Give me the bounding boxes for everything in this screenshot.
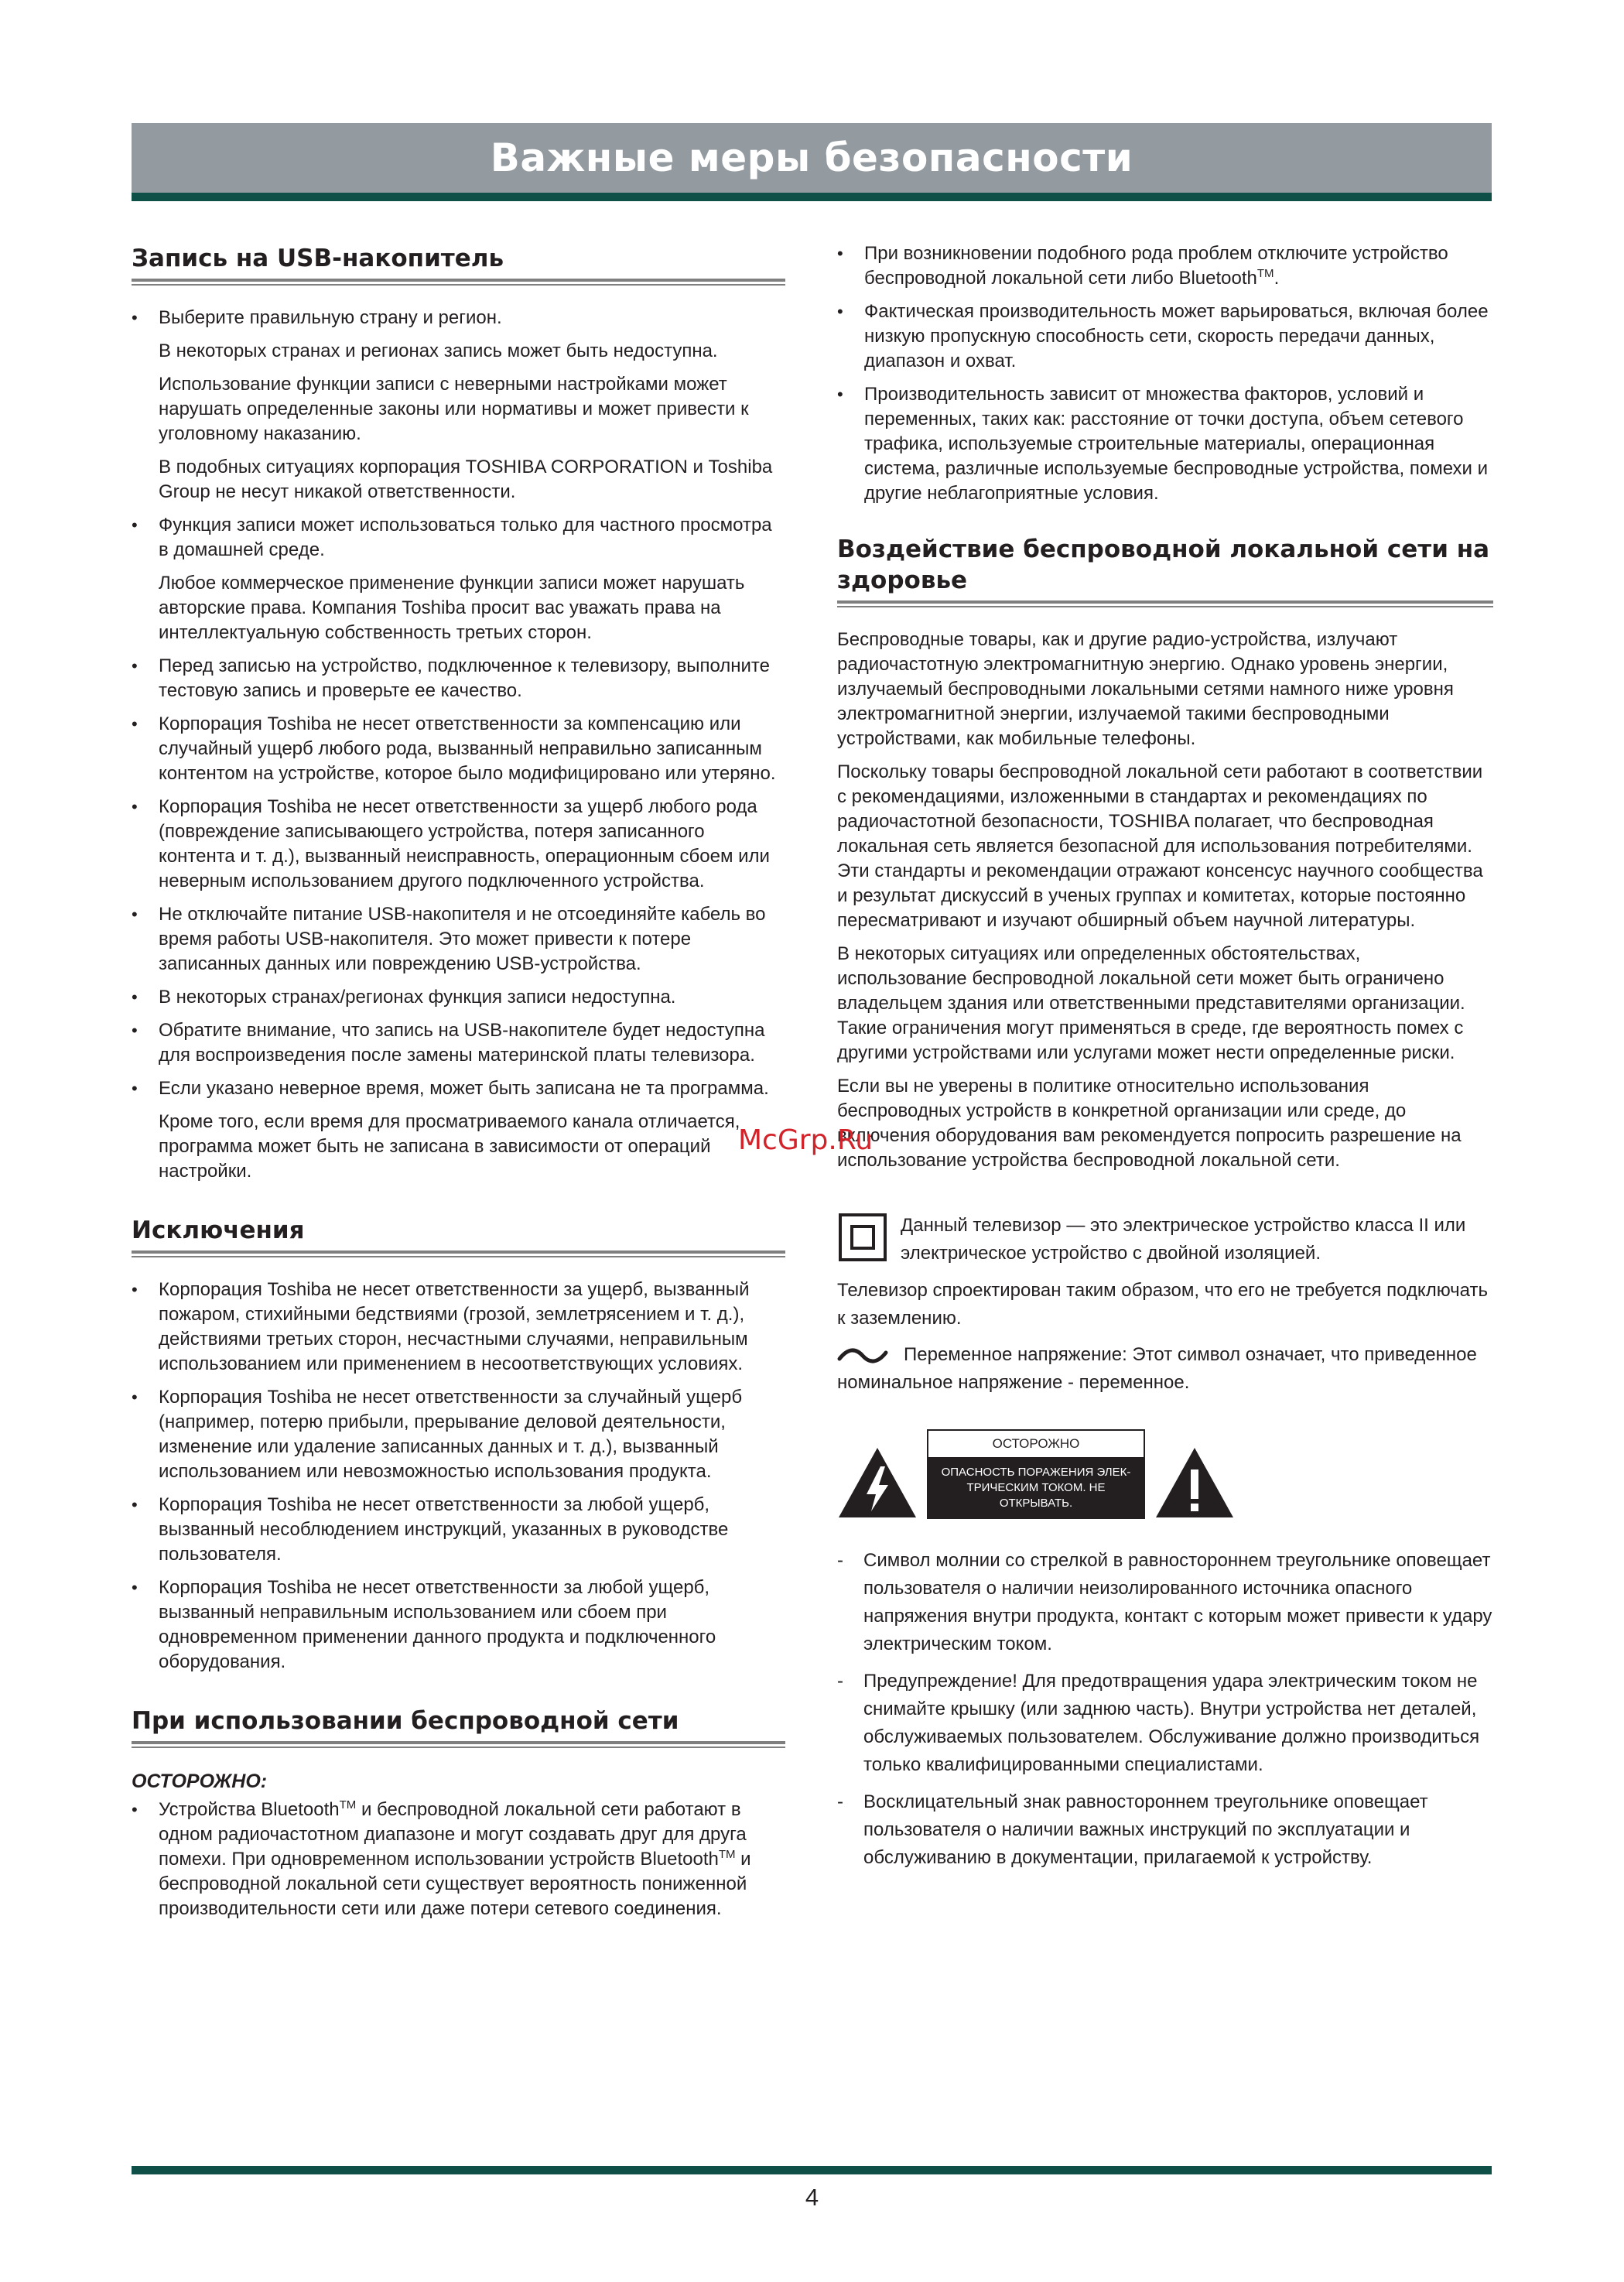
section-title-wireless: При использовании беспроводной сети (132, 1707, 679, 1735)
list-item: • Корпорация Toshiba не несет ответственности за ущерб, вызванный пожаром, стихийными бедствиями (грозой, землетрясением и т. д.), действиями третьих сторон, несчастными случаями, неправильным использованием или применением в несоответствующих условиях. (132, 1278, 785, 1377)
ac-voltage-icon (837, 1346, 888, 1365)
shock-warning-graphic (837, 1429, 1493, 1519)
list-item: • В некоторых странах/регионах функция записи недоступна. (132, 985, 785, 1010)
section-rule (132, 1250, 785, 1257)
list-item: • Корпорация Toshiba не несет ответственности за ущерб любого рода (повреждение записывающего устройства, потеря записанного контента и т. д.), вызванный неисправность, операционным сбоем или неверным использованием другого подключенного устройства. (132, 795, 785, 894)
footer-stripe (132, 2166, 1492, 2174)
wireless-list (132, 1798, 785, 1921)
page-number: 4 (805, 2184, 819, 2211)
list-item-note: Использование функции записи с неверными настройками может нарушать определенные законы или нормативы и может привести к уголовному наказанию. (159, 374, 749, 444)
banner-stripe (132, 193, 1492, 201)
paragraph: Беспроводные товары, как и другие радио-устройства, излучают радиочастотную электромагнитную энергию. Однако уровень энергии, излучаемый беспроводными локальными сетями намного ниже уровня электромагнитной энергии, излучаемой такими беспроводными устройствами, как мобильные телефоны. (837, 629, 1454, 749)
section-title-health: Воздействие беспроводной локальной сети на здоровье (837, 535, 1490, 594)
list-item-note: В подобных ситуациях корпорация TOSHIBA CORPORATION и Toshiba Group не несут никакой ответственности. (159, 457, 773, 502)
list-item-note: В некоторых странах и регионах запись может быть недоступна. (159, 340, 718, 361)
list-item: • Перед записью на устройство, подключенное к телевизору, выполните тестовую запись и проверьте ее качество. (132, 654, 785, 703)
list-item: • Если указано неверное время, может быть записана не та программа. Кроме того, если время для просматриваемого канала отличается, программа может быть не записана в зависимости от операций настройки. (132, 1076, 785, 1184)
list-item: • Функция записи может использоваться только для частного просмотра в домашней среде. Любое коммерческое применение функции записи может нарушать авторские права. Компания Toshiba просит вас уважать права на интеллектуальную собственность третьих сторон. (132, 513, 785, 645)
double-insulation-icon (839, 1213, 887, 1261)
list-item-note: Кроме того, если время для просматриваемого канала отличается, программа может быть не записана в зависимости от операций настройки. (159, 1111, 740, 1182)
list-item-note: Любое коммерческое применение функции записи может нарушать авторские права. Компания Toshiba просит вас уважать права на интеллектуальную собственность третьих сторон. (159, 573, 745, 643)
caution-label-title: ОСТОРОЖНО (928, 1431, 1144, 1459)
section-usb-recording (132, 243, 785, 1184)
health-paragraphs (837, 628, 1493, 1173)
right-column (837, 241, 1493, 1881)
left-column (132, 224, 785, 1952)
watermark: McGrp.Ru (738, 1124, 874, 1156)
exclusions-list (132, 1278, 785, 1675)
list-item: • Корпорация Toshiba не несет ответственности за любой ущерб, вызванный неправильным использованием или сбоем при одновременном применении данного продукта и подключенного оборудования. (132, 1576, 785, 1675)
caution-label-body: ОПАСНОСТЬ ПОРАЖЕНИЯ ЭЛЕК-ТРИЧЕСКИМ ТОКОМ. НЕ ОТКРЫВАТЬ. (928, 1459, 1144, 1517)
wireless-continued-list (837, 241, 1493, 506)
lightning-warning-icon (837, 1446, 918, 1519)
list-item: • Корпорация Toshiba не несет ответственности за случайный ущерб (например, потерю прибыли, прерывание деловой деятельности, изменение или удаление записанных данных и т. д.), вызванный использованием или невозможностью использования продукта. (132, 1385, 785, 1484)
section-rule (132, 279, 785, 286)
list-item: - Символ молнии со стрелкой в равностороннем треугольнике оповещает пользователя о наличии неизолированного источника опасного напряжения внутри продукта, контакт с которым может привести к удару электрическим током. (837, 1547, 1493, 1658)
ac-note: Переменное напряжение: Этот символ означает, что приведенное номинальное напряжение - переменное. (837, 1344, 1477, 1393)
exclamation-warning-icon (1154, 1446, 1235, 1519)
class2-note: Данный телевизор — это электрическое устройство класса II или электрическое устройство с двойной изоляцией. (837, 1212, 1493, 1268)
electrical-info (837, 1212, 1493, 1397)
section-health (837, 534, 1493, 1173)
page-banner (132, 123, 1492, 193)
symbol-explanations (837, 1547, 1493, 1872)
paragraph: Поскольку товары беспроводной локальной сети работают в соответствии с рекомендациями, изложенными в стандартах и рекомендациях по радиочастотной безопасности, TOSHIBA полагает, что беспроводная локальная сеть является безопасной для использования потребителями. Эти стандарты и рекомендации отражают консенсус научного сообщества и результат дискуссий в ученых группах и комитетах, которые постоянно пересматривают и изучают обширный объем научной литературы. (837, 761, 1483, 931)
list-item: - Восклицательный знак равностороннем треугольнике оповещает пользователя о наличии важных инструкций по эксплуатации и обслуживанию в документации, прилагаемой к устройству. (837, 1788, 1493, 1872)
section-exclusions (132, 1215, 785, 1675)
list-item: - Предупреждение! Для предотвращения удара электрическим током не снимайте крышку (или заднюю часть). Внутри устройства нет деталей, обслуживаемых пользователем. Обслуживание должно производиться только квалифицированными специалистами. (837, 1668, 1493, 1779)
list-item: • Устройства Bluetooth™ и беспроводной локальной сети работают в одном радиочастотном диапазоне и могут создавать друг для друга помехи. При одновременном использовании устройств Bluetooth™ и беспроводной локальной сети существует вероятность пониженной производительности сети или даже потери сетевого соединения. (132, 1798, 785, 1921)
grounding-note: Телевизор спроектирован таким образом, что его не требуется подключать к заземлению. (837, 1280, 1488, 1329)
caution-label (927, 1429, 1145, 1519)
list-item: • Не отключайте питание USB-накопителя и не отсоединяйте кабель во время работы USB-накопителя. Это может привести к потере записанных данных или повреждению USB-устройства. (132, 902, 785, 977)
caution-heading: ОСТОРОЖНО: (132, 1771, 268, 1792)
paragraph: Если вы не уверены в политике относительно использования беспроводных устройств в конкретной организации или среде, до включения оборудования вам рекомендуется попросить разрешение на использование устройства беспроводной локальной сети. (837, 1076, 1462, 1171)
paragraph: В некоторых ситуациях или определенных обстоятельствах, использование беспроводной локальной сети может быть ограничено владельцем здания или ответственными представителями организации. Такие ограничения могут применяться в среде, где вероятность помех с другими устройствами или услугами может нести определенные риски. (837, 943, 1465, 1063)
list-item: • Корпорация Toshiba не несет ответственности за любой ущерб, вызванный несоблюдением инструкций, указанных в руководстве пользователя. (132, 1493, 785, 1567)
list-item: • Обратите внимание, что запись на USB-накопителе будет недоступна для воспроизведения после замены материнской платы телевизора. (132, 1018, 785, 1068)
section-wireless (132, 1706, 785, 1921)
section-title-usb: Запись на USB-накопитель (132, 245, 504, 272)
list-item: • Фактическая производительность может варьироваться, включая более низкую пропускную способность сети, скорость передачи данных, диапазон и охват. (837, 299, 1493, 374)
section-title-exclusions: Исключения (132, 1216, 305, 1244)
list-item: • При возникновении подобного рода проблем отключите устройство беспроводной локальной сети либо Bluetooth™. (837, 241, 1493, 291)
list-item: • Корпорация Toshiba не несет ответственности за компенсацию или случайный ущерб любого рода, вызванный неправильно записанным контентом на устройстве, которое было модифицировано или утеряно. (132, 712, 785, 786)
list-item: • Производительность зависит от множества факторов, условий и переменных, таких как: расстояние от точки доступа, объем сетевого трафика, используемые строительные материалы, операционная система, различные используемые беспроводные устройства, помехи и другие неблагоприятные условия. (837, 382, 1493, 506)
usb-list (132, 306, 785, 1184)
list-item: • Выберите правильную страну и регион. В некоторых странах и регионах запись может быть недоступна. Использование функции записи с неверными настройками может нарушать определенные законы или нормативы и может привести к уголовному наказанию. В подобных ситуациях корпорация TOSHIBA CORPORATION и Toshiba Group не несут никакой ответственности. (132, 306, 785, 505)
section-rule (837, 600, 1493, 607)
page-title: Важные меры безопасности (490, 135, 1133, 180)
section-rule (132, 1741, 785, 1748)
